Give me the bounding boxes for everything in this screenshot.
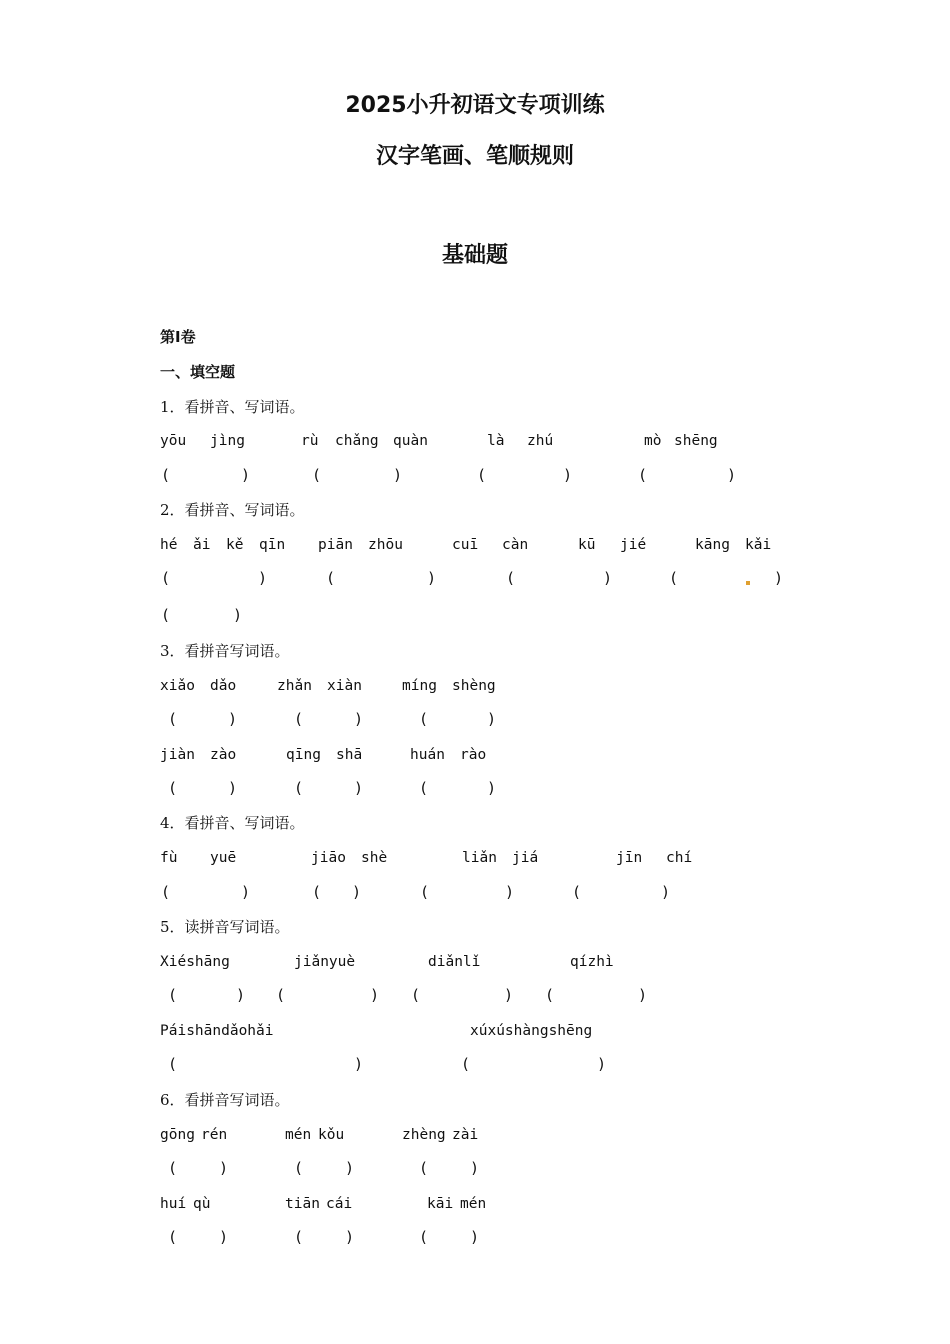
blank-open: (: [161, 883, 171, 901]
pinyin-syllable: zhèng: [402, 1127, 446, 1143]
pinyin-syllable: piān: [318, 537, 353, 553]
pinyin-syllable: xiàn: [327, 678, 362, 694]
blank-open: (: [168, 1055, 178, 1073]
blank-close: ): [258, 569, 268, 587]
pinyin-word: jiǎnyuè: [294, 954, 356, 970]
blank-close: ): [597, 1055, 607, 1073]
pinyin-syllable: dǎo: [210, 678, 237, 694]
blank-open: (: [168, 1228, 178, 1246]
blank-close: ): [233, 606, 243, 624]
pinyin-syllable: zào: [210, 747, 237, 763]
pinyin-word: Xiéshāng: [160, 954, 230, 970]
document-title: 2025小升初语文专项训练: [345, 93, 605, 118]
blank-close: ): [352, 883, 362, 901]
pinyin-syllable: kāng: [695, 537, 730, 553]
blank-open: (: [419, 1159, 429, 1177]
section-heading: 基础题: [441, 243, 508, 268]
pinyin-syllable: là: [487, 433, 505, 449]
pinyin-syllable: tiān: [285, 1196, 320, 1212]
pinyin-syllable: zhǎn: [277, 678, 312, 694]
pinyin-syllable: shèng: [452, 678, 496, 694]
pinyin-syllable: gōng: [160, 1127, 195, 1143]
blank-close: ): [354, 710, 364, 728]
document-subtitle: 汉字笔画、笔顺规则: [375, 144, 574, 169]
pinyin-syllable: quàn: [393, 433, 428, 449]
blank-close: ): [638, 986, 648, 1004]
blank-open: (: [276, 986, 286, 1004]
pinyin-syllable: hé: [160, 537, 178, 553]
question-prompt: 1．看拼音、写词语。: [160, 398, 305, 416]
blank-close: ): [470, 1228, 480, 1246]
blank-close: ): [470, 1159, 480, 1177]
pinyin-syllable: shè: [361, 850, 388, 866]
blank-open: (: [411, 986, 421, 1004]
blank-open: (: [294, 1159, 304, 1177]
pinyin-syllable: kū: [578, 537, 596, 553]
pinyin-syllable: shā: [336, 747, 363, 763]
blank-close: ): [563, 466, 573, 484]
pinyin-syllable: rào: [460, 747, 487, 763]
pinyin-syllable: huí: [160, 1196, 187, 1212]
pinyin-syllable: huán: [410, 747, 445, 763]
blank-open: (: [294, 710, 304, 728]
blank-open: (: [419, 779, 429, 797]
blank-close: ): [661, 883, 671, 901]
blank-open: (: [294, 1228, 304, 1246]
pinyin-syllable: zhú: [527, 433, 554, 449]
blank-close: ): [393, 466, 403, 484]
pinyin-syllable: qù: [193, 1196, 211, 1212]
pinyin-syllable: chí: [666, 850, 693, 866]
blank-close: ): [603, 569, 613, 587]
pinyin-syllable: kě: [226, 537, 244, 553]
pinyin-syllable: càn: [502, 537, 529, 553]
pinyin-syllable: jiá: [512, 850, 539, 866]
blank-close: ): [354, 1055, 364, 1073]
blank-close: ): [727, 466, 737, 484]
pinyin-syllable: yuē: [210, 850, 237, 866]
pinyin-word: Páishāndǎohǎi: [160, 1023, 274, 1039]
pinyin-syllable: míng: [402, 678, 437, 694]
question-prompt: 5．读拼音写词语。: [160, 918, 290, 936]
pinyin-syllable: shēng: [674, 433, 718, 449]
blank-close: ): [354, 779, 364, 797]
pinyin-syllable: mén: [285, 1127, 312, 1143]
pinyin-syllable: chǎng: [335, 433, 379, 449]
blank-open: (: [312, 883, 322, 901]
pinyin-syllable: mò: [644, 433, 662, 449]
pinyin-syllable: zài: [452, 1127, 479, 1143]
blank-open: (: [168, 1159, 178, 1177]
blank-open: (: [168, 779, 178, 797]
pinyin-syllable: qīng: [286, 747, 321, 763]
blank-close: ): [241, 466, 251, 484]
blank-close: ): [241, 883, 251, 901]
blank-open: (: [326, 569, 336, 587]
blank-open: (: [161, 606, 171, 624]
blank-close: ): [228, 710, 238, 728]
stray-mark: [746, 581, 750, 585]
pinyin-syllable: jìng: [210, 433, 245, 449]
pinyin-syllable: qīn: [259, 537, 286, 553]
blank-close: ): [774, 569, 784, 587]
blank-open: (: [161, 466, 171, 484]
blank-open: (: [419, 710, 429, 728]
pinyin-syllable: liǎn: [462, 850, 497, 866]
blank-open: (: [572, 883, 582, 901]
pinyin-word: qízhì: [570, 954, 614, 970]
pinyin-word: xúxúshàngshēng: [470, 1023, 593, 1039]
question-prompt: 3．看拼音写词语。: [160, 642, 290, 660]
blank-close: ): [504, 986, 514, 1004]
blank-open: (: [294, 779, 304, 797]
pinyin-syllable: xiǎo: [160, 678, 195, 694]
blank-close: ): [505, 883, 515, 901]
blank-close: ): [487, 710, 497, 728]
pinyin-syllable: jié: [620, 537, 647, 553]
blank-close: ): [427, 569, 437, 587]
pinyin-syllable: cái: [326, 1196, 353, 1212]
blank-close: ): [219, 1159, 229, 1177]
blank-open: (: [506, 569, 516, 587]
pinyin-syllable: zhōu: [368, 537, 403, 553]
pinyin-syllable: mén: [460, 1196, 487, 1212]
pinyin-syllable: yōu: [160, 433, 187, 449]
blank-open: (: [638, 466, 648, 484]
pinyin-syllable: kāi: [427, 1196, 454, 1212]
blank-open: (: [461, 1055, 471, 1073]
pinyin-syllable: kǎi: [745, 537, 772, 553]
blank-close: ): [219, 1228, 229, 1246]
question-prompt: 4．看拼音、写词语。: [160, 814, 305, 832]
pinyin-syllable: jiàn: [160, 747, 195, 763]
blank-open: (: [312, 466, 322, 484]
blank-open: (: [419, 1228, 429, 1246]
blank-open: (: [420, 883, 430, 901]
blank-open: (: [477, 466, 487, 484]
pinyin-syllable: rén: [201, 1127, 228, 1143]
volume-label: 第I卷: [160, 328, 196, 346]
question-prompt: 2．看拼音、写词语。: [160, 501, 305, 519]
pinyin-syllable: jiāo: [311, 850, 346, 866]
blank-open: (: [168, 710, 178, 728]
blank-open: (: [161, 569, 171, 587]
blank-open: (: [669, 569, 679, 587]
blank-close: ): [487, 779, 497, 797]
blank-close: ): [345, 1228, 355, 1246]
blank-open: (: [168, 986, 178, 1004]
blank-open: (: [545, 986, 555, 1004]
blank-close: ): [345, 1159, 355, 1177]
pinyin-syllable: rù: [301, 433, 319, 449]
pinyin-syllable: jīn: [616, 850, 643, 866]
pinyin-syllable: ǎi: [193, 537, 211, 553]
pinyin-syllable: fù: [160, 850, 178, 866]
blank-close: ): [236, 986, 246, 1004]
pinyin-syllable: cuī: [452, 537, 479, 553]
blank-close: ): [370, 986, 380, 1004]
question-prompt: 6．看拼音写词语。: [160, 1091, 290, 1109]
blank-close: ): [228, 779, 238, 797]
pinyin-word: diǎnlǐ: [428, 954, 481, 970]
pinyin-syllable: kǒu: [318, 1127, 345, 1143]
part-label: 一、填空题: [160, 363, 236, 381]
